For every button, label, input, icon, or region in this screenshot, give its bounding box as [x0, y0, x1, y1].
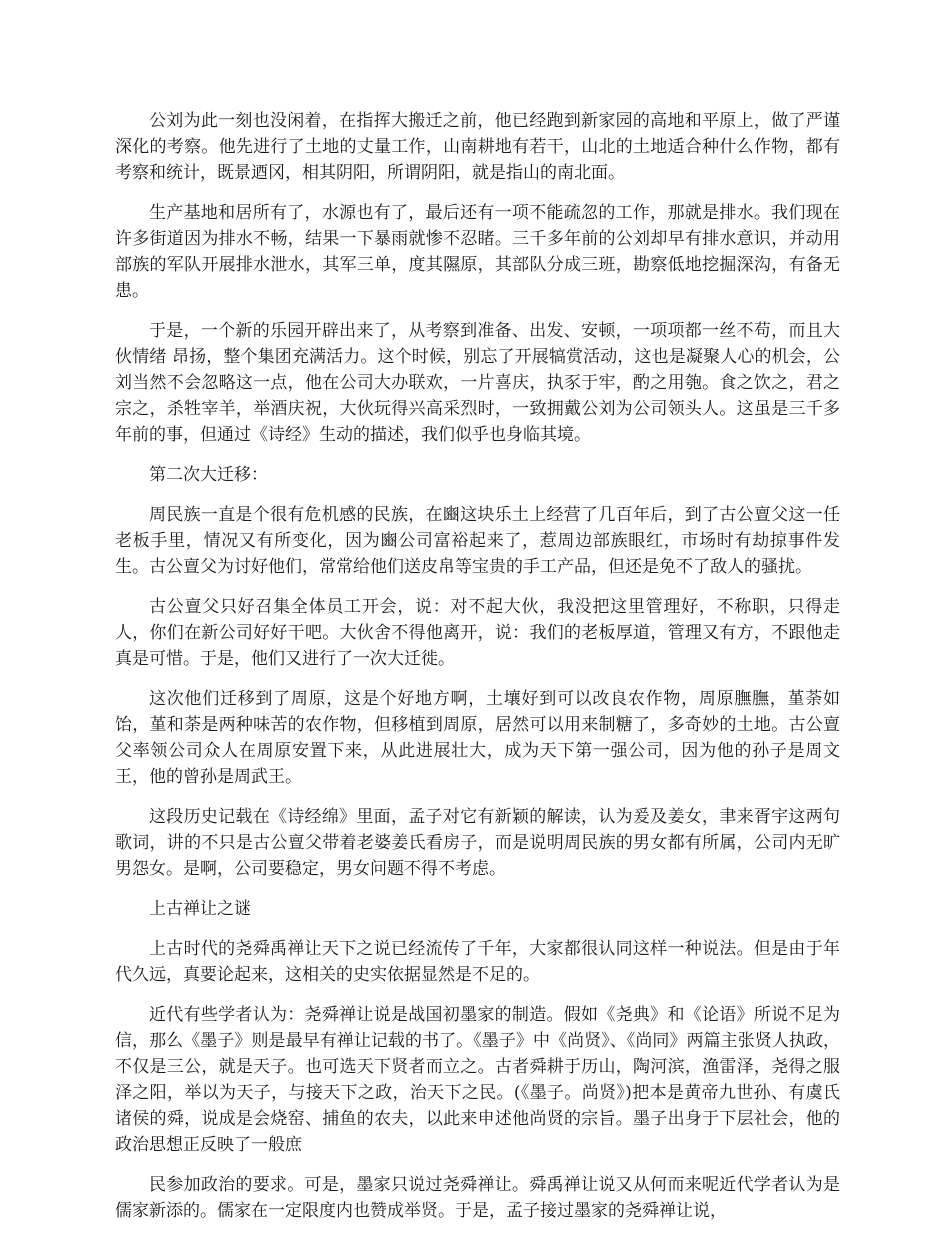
paragraph-6: 这次他们迁移到了周原，这是个好地方啊，土壤好到可以改良农作物，周原膴膴，堇荼如饴，堇和荼是两种味苦的农作物，但移植到周原，居然可以用来制糖了，多奇妙的土地。古公亶父率领公司众人在周原安置下来，从此进展壮大，成为天下第一强公司，因为他的孙子是周文王，他的曾孙是周武王。	[115, 689, 840, 787]
paragraph-3: 于是，一个新的乐园开辟出来了，从考察到准备、出发、安顿，一项项都一丝不苟，而且大伙情绪 昂扬，整个集团充满活力。这个时候，别忘了开展犒赏活动，这也是凝聚人心的机会，公刘当然不会忽略这一点，他在公司大办联欢，一片喜庆，执豕于牢，酌之用匏。食之饮之，君之宗之，杀牲宰羊，举酒庆祝，大伙玩得兴高采烈时，一致拥戴公刘为公司领头人。这虽是三千多年前的事，但通过《诗经》生动的描述，我们似乎也身临其境。	[115, 321, 840, 445]
paragraph-1: 公刘为此一刻也没闲着，在指挥大搬迁之前，他已经跑到新家园的高地和平原上，做了严谨深化的考察。他先进行了土地的丈量工作，山南耕地有若干，山北的土地适合种什么作物，都有考察和统计，既景迺冈，相其阴阳，所谓阴阳，就是指山的南北面。	[115, 111, 840, 183]
article-body	[115, 108, 840, 1238]
section-heading-second-migration: 第二次大迁移：	[149, 465, 268, 485]
paragraph-7: 这段历史记载在《诗经绵》里面，孟子对它有新颖的解读，认为爰及姜女，聿来胥宇这两句歌词，讲的不只是古公亶父带着老婆姜氏看房子，而是说明周民族的男女都有所属，公司内无旷男怨女。是啊，公司要稳定，男女问题不得不考虑。	[115, 807, 840, 879]
section-heading-abdication: 上古禅让之谜	[149, 899, 251, 919]
paragraph-5: 古公亶父只好召集全体员工开会，说：对不起大伙，我没把这里管理好，不称职，只得走人，你们在新公司好好干吧。大伙舍不得他离开，说：我们的老板厚道，管理又有方，不跟他走真是可惜。于是，他们又进行了一次大迁徙。	[115, 597, 840, 669]
paragraph-10: 民参加政治的要求。可是，墨家只说过尧舜禅让。舜禹禅让说又从何而来呢近代学者认为是儒家新添的。儒家在一定限度内也赞成举贤。于是，孟子接过墨家的尧舜禅让说，	[115, 1175, 840, 1221]
paragraph-8: 上古时代的尧舜禹禅让天下之说已经流传了千年，大家都很认同这样一种说法。但是由于年代久远，真要论起来，这相关的史实依据显然是不足的。	[115, 939, 840, 985]
paragraph-4: 周民族一直是个很有危机感的民族，在豳这块乐土上经营了几百年后，到了古公亶父这一任老板手里，情况又有所变化，因为豳公司富裕起来了，惹周边部族眼红，市场时有劫掠事件发生。古公亶父为讨好他们，常常给他们送皮帛等宝贵的手工产品，但还是免不了敌人的骚扰。	[115, 505, 840, 577]
paragraph-9: 近代有些学者认为：尧舜禅让说是战国初墨家的制造。假如《尧典》和《论语》所说不足为信，那么《墨子》则是最早有禅让记载的书了。《墨子》中《尚贤》、《尚同》两篇主张贤人执政，不仅是三公，就是天子。也可选天下贤者而立之。古者舜耕于历山，陶河滨，渔雷泽，尧得之服泽之阳，举以为天子，与接天下之政，治天下之民。(《墨子。尚贤》)把本是黄帝九世孙、有虞氏诸侯的舜，说成是会烧窑、捕鱼的农夫，以此来申述他尚贤的宗旨。墨子出身于下层社会，他的政治思想正反映了一般庶	[115, 1005, 840, 1155]
paragraph-2: 生产基地和居所有了，水源也有了，最后还有一项不能疏忽的工作，那就是排水。我们现在许多街道因为排水不畅，结果一下暴雨就惨不忍睹。三千多年前的公刘却早有排水意识，并动用部族的军队开展排水泄水，其军三单，度其隰原，其部队分成三班，勘察低地挖掘深沟，有备无患。	[115, 203, 840, 301]
